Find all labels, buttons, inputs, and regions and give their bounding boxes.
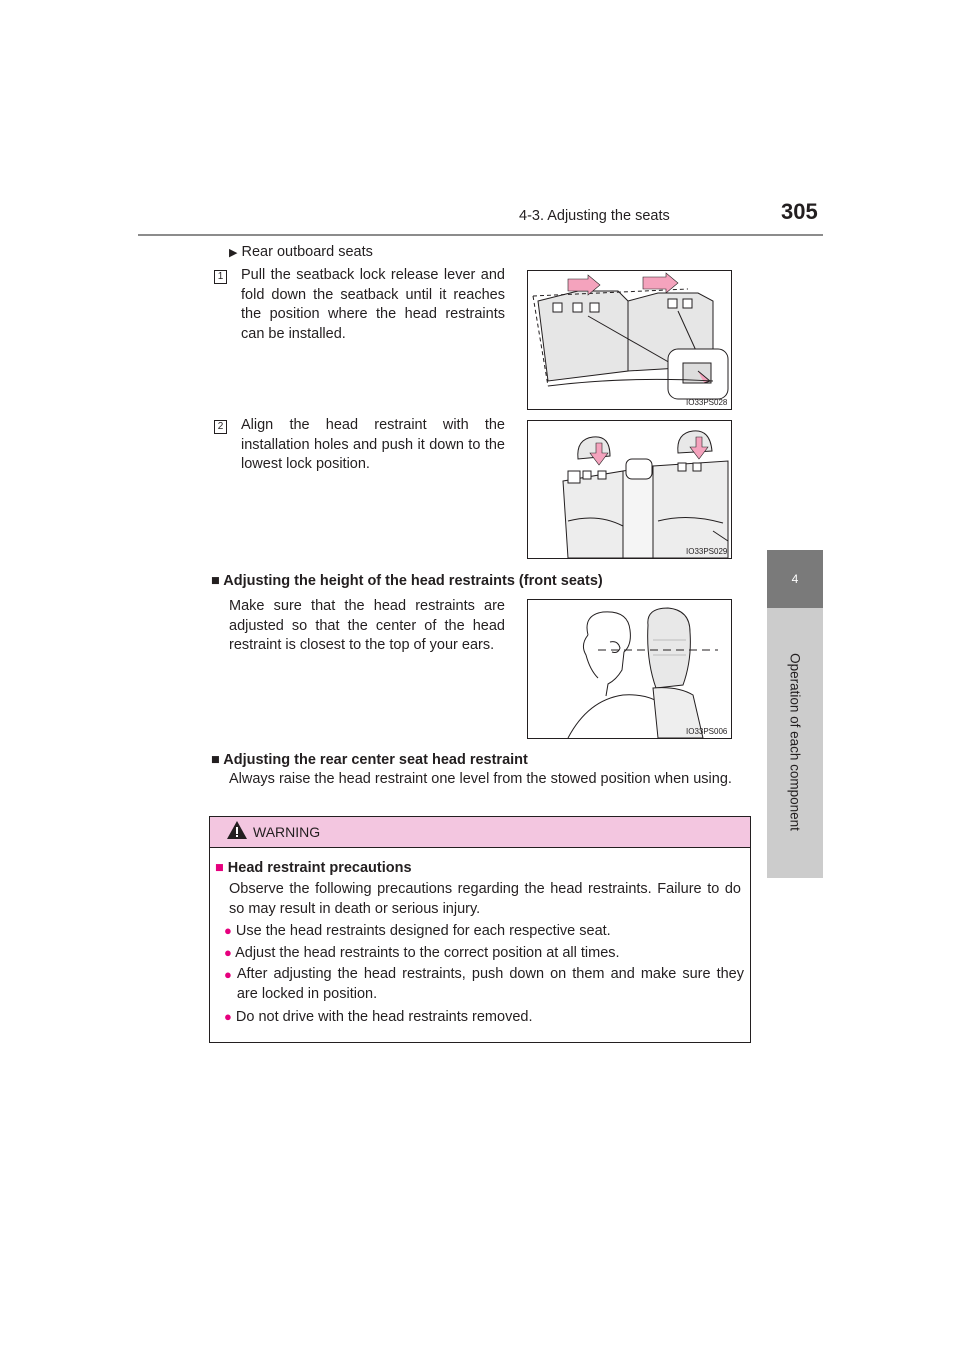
triangle-bullet-icon: ▶ <box>229 247 238 259</box>
step-text: Pull the seatback lock release lever and fold down the seatback until it reaches the position where the head restraints can be installed. <box>241 267 505 342</box>
head-restraint-height-illustration <box>527 599 732 739</box>
circle-bullet-icon: ● <box>224 967 232 982</box>
figure-code: IO33PS006 <box>686 727 728 736</box>
subsection-title: Rear outboard seats <box>241 244 373 260</box>
chapter-title: Operation of each component <box>787 653 803 831</box>
subsection-rear-outboard <box>229 243 373 264</box>
square-bullet-icon: ■ <box>211 573 220 589</box>
rear-center-heading <box>211 752 528 768</box>
seatback-fold-illustration <box>527 270 732 410</box>
warning-intro: Observe the following precautions regarding the head restraints. Failure to do so may result in death or serious injury. <box>229 881 741 917</box>
circle-bullet-icon: ● <box>224 1009 232 1024</box>
rear-center-text: Always raise the head restraint one level from the stowed position when using. <box>229 771 732 787</box>
figure-code: IO33PS029 <box>686 547 728 556</box>
head-restraint-install-illustration <box>527 420 732 559</box>
heading-text: Adjusting the rear center seat head restraint <box>223 752 528 768</box>
heading-text: Head restraint precautions <box>227 860 412 876</box>
warning-triangle-icon <box>226 820 248 845</box>
warning-item: ● Use the head restraints designed for each respective seat. <box>224 923 611 939</box>
warning-label: WARNING <box>253 824 321 840</box>
chapter-number: 4 <box>791 572 799 586</box>
circle-bullet-icon: ● <box>224 923 232 938</box>
step-number: 2 <box>214 420 227 434</box>
heading-text: Adjusting the height of the head restraints (front seats) <box>223 573 603 589</box>
square-bullet-icon: ■ <box>211 752 220 768</box>
warning-item: ● After adjusting the head restraints, push down on them and make sure they are locked in position. <box>224 965 744 1004</box>
front-height-heading <box>211 573 603 589</box>
warning-item: ● Adjust the head restraints to the correct position at all times. <box>224 945 620 961</box>
front-height-text: Make sure that the head restraints are adjusted so that the center of the head restraint is closest to the top of your ears. <box>229 598 505 653</box>
step-text: Align the head restraint with the installation holes and push it down to the lowest lock position. <box>241 417 505 472</box>
page-number: 305 <box>781 199 818 224</box>
header-divider <box>138 234 823 236</box>
warning-heading <box>215 860 412 876</box>
circle-bullet-icon: ● <box>224 945 232 960</box>
figure-code: IO33PS028 <box>686 398 728 407</box>
square-bullet-icon: ■ <box>215 860 224 876</box>
section-title: 4-3. Adjusting the seats <box>519 208 670 224</box>
warning-item: ● Do not drive with the head restraints removed. <box>224 1009 533 1025</box>
step-number: 1 <box>214 270 227 284</box>
